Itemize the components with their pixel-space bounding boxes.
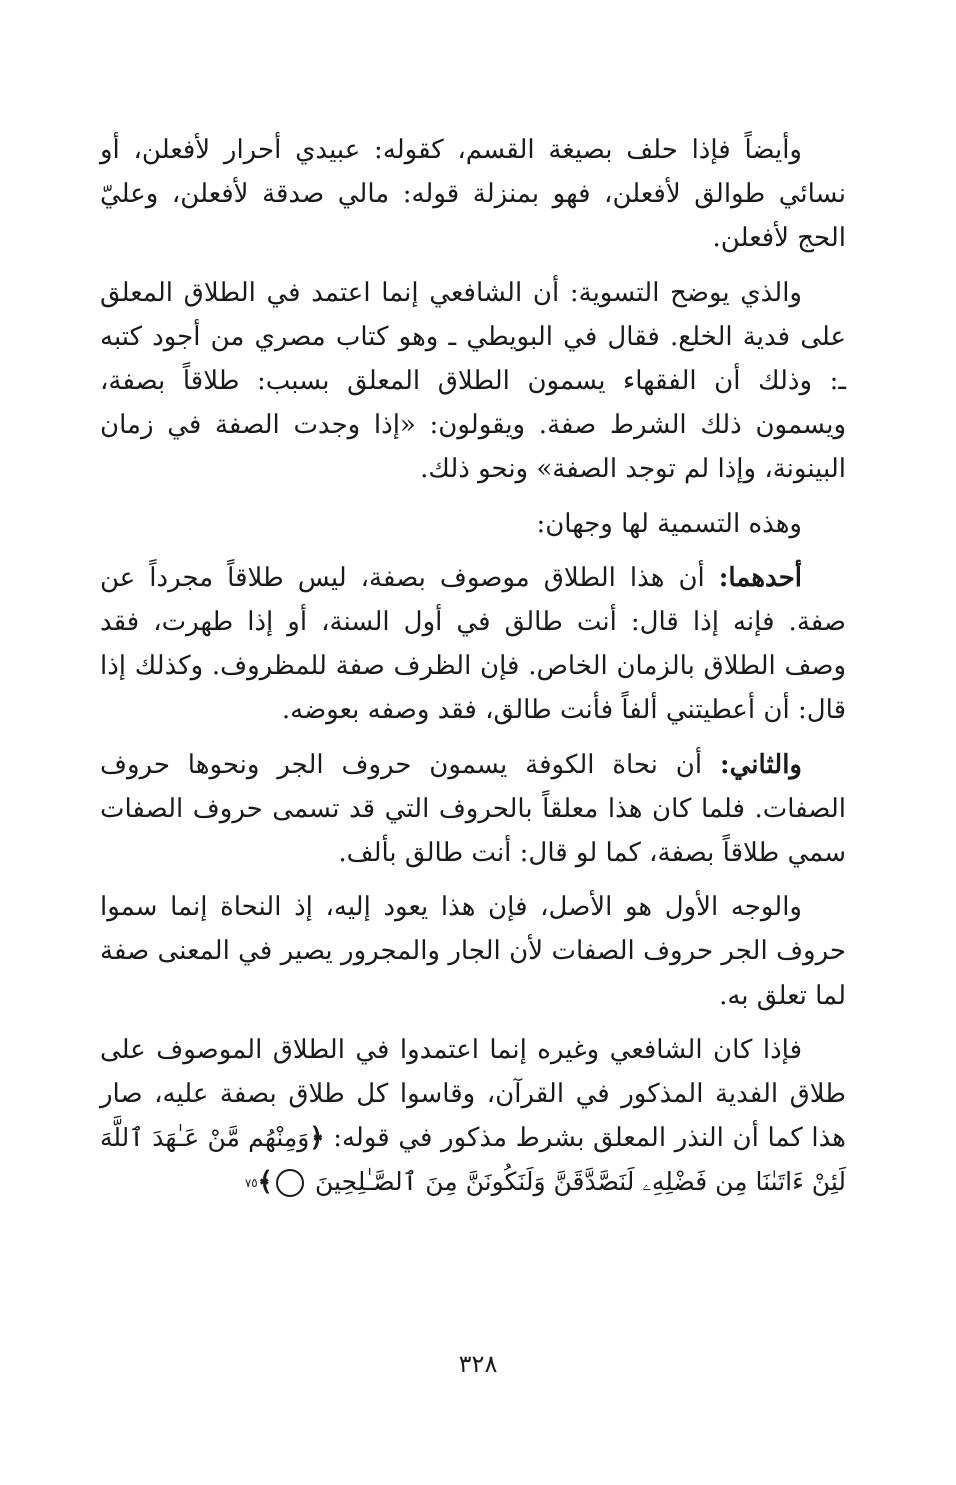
- paragraph-4: [100, 556, 846, 733]
- paragraph-6: والوجه الأول هو الأصل، فإن هذا يعود إليه، إذ النحاة إنما سموا حروف الجر حروف الصفات لأن الجار والمجرور يصير في المعنى صفة لما تعلق به.: [100, 892, 846, 1011]
- paragraph-2: والذي يوضح التسوية: أن الشافعي إنما اعتمد في الطلاق المعلق على فدية الخلع. فقال في البويطي ـ وهو كتاب مصري من أجود كتبه ـ: وذلك أن الفقهاء يسمون الطلاق المعلق بسبب: طلاقاً بصفة، ويسمون ذلك الشرط صفة. ويقولون: «إذا وجدت الصفة في زمان البينونة، وإذا لم توجد الصفة» ونحو ذلك.: [100, 277, 846, 485]
- paragraph-1: وأيضاً فإذا حلف بصيغة القسم، كقوله: عبيدي أحرار لأفعلن، أو نسائي طوالق لأفعلن، فهو بمنزلة قوله: مالي صدقة لأفعلن، وعليّ الحج لأفعلن.: [100, 135, 846, 254]
- quran-open-bracket: ﴿: [309, 1123, 325, 1154]
- paragraph-5: [100, 743, 846, 876]
- body-text: [100, 128, 846, 1215]
- ayah-number-mark: ٧٥: [276, 1169, 304, 1197]
- paragraph-3: وهذه التسمية لها وجهان:: [536, 508, 802, 539]
- quran-close-bracket: ﴾: [257, 1167, 273, 1198]
- paragraph-4-body: أن هذا الطلاق موصوف بصفة، ليس طلاقاً مجرداً عن صفة. فإنه إذا قال: أنت طالق في أول السنة، أو إذا طهرت، فقد وصف الطلاق بالزمان الخاص. فإن الظرف صفة للمظروف. وكذلك إذا قال: أن أعطيتني ألفاً فأنت طالق، فقد وصفه بعوضه.: [100, 562, 846, 726]
- paragraph-7: [100, 1028, 846, 1205]
- paragraph-5-lead: والثاني:: [720, 749, 802, 780]
- quran-verse: وَمِنْهُم مَّنْ عَـٰهَدَ ٱللَّهَ لَئِنْ ءَاتَىٰنَا مِن فَضْلِهِۦ لَنَصَّدَّقَنَّ وَلَنَكُونَنَّ مِنَ ٱلصَّـٰلِحِينَ: [100, 1123, 846, 1197]
- paragraph-7-body: فإذا كان الشافعي وغيره إنما اعتمدوا في الطلاق الموصوف على طلاق الفدية المذكور في القرآن، وقاسوا كل طلاق بصفة عليه، صار هذا كما أن النذر المعلق بشرط مذكور في قوله:: [100, 1034, 846, 1154]
- page-number: ٣٢٨: [458, 1350, 498, 1378]
- paragraph-5-body: أن نحاة الكوفة يسمون حروف الجر ونحوها حروف الصفات. فلما كان هذا معلقاً بالحروف التي قد تسمى حروف الصفات سمي طلاقاً بصفة، كما لو قال: أنت طالق بألف.: [100, 749, 846, 869]
- paragraph-4-lead: أحدهما:: [718, 562, 802, 593]
